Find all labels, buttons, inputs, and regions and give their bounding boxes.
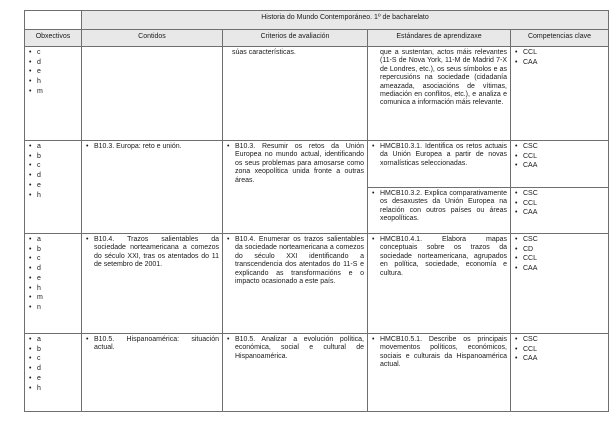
- criteria-list: [226, 143, 364, 185]
- table-row: [25, 334, 609, 412]
- competence-item: • CCL: [514, 346, 605, 354]
- objective-item: • h: [28, 285, 78, 293]
- standard-cell: [368, 334, 511, 412]
- objectives-cell: [25, 141, 82, 234]
- standards-list: [371, 236, 507, 278]
- objective-item: • c: [28, 255, 78, 263]
- objective-item: • h: [28, 78, 78, 86]
- standard-item: • HMCB10.5.1. Describe os principais movementos políticos, económicos, sociais e culturais da Hispanoamérica actual.: [371, 336, 507, 370]
- competence-item: • CSC: [514, 236, 605, 244]
- objective-item: • a: [28, 336, 78, 344]
- competence-item: • CCL: [514, 200, 605, 208]
- standard-item: • HMCB10.3.1. Identifica os retos actuais da Unión Europea a partir de novas xornalísticas seleccionadas.: [371, 143, 507, 168]
- competences-cell: [511, 141, 609, 188]
- competence-item: • CAA: [514, 162, 605, 170]
- competences-cell: [511, 188, 609, 234]
- objective-item: • c: [28, 162, 78, 170]
- standards-list: [371, 143, 507, 168]
- header-standards: Estándares de aprendizaxe: [368, 30, 511, 47]
- content-cell: [82, 334, 223, 412]
- competence-item: • CCL: [514, 49, 605, 57]
- standards-list: [371, 336, 507, 370]
- content-cell: [82, 47, 223, 141]
- title-corner-cell: [25, 11, 82, 30]
- standard-cell: [368, 234, 511, 334]
- competence-item: • CSC: [514, 336, 605, 344]
- objective-item: • d: [28, 265, 78, 273]
- objectives-cell: [25, 334, 82, 412]
- content-list: [85, 143, 219, 151]
- objective-item: • h: [28, 385, 78, 393]
- competence-item: • CCL: [514, 255, 605, 263]
- criteria-cell: [223, 47, 368, 141]
- objective-item: • h: [28, 192, 78, 200]
- standard-cell: [368, 141, 511, 188]
- content-item: • B10.3. Europa: reto e unión.: [85, 143, 219, 151]
- objective-item: • e: [28, 375, 78, 383]
- objectives-cell: [25, 47, 82, 141]
- table-row: [25, 47, 609, 141]
- criteria-item: • B10.4. Enumerar os trazos salientables da sociedade norteamericana a comezos do século XXI identificando a transcendencia dos atentados do 11-S e explicando as transformacións e o impacto ocasionado a este país.: [226, 236, 364, 286]
- competences-cell: [511, 334, 609, 412]
- content-cell: [82, 234, 223, 334]
- standard-item: • HMCB10.3.2. Explica comparativamente os desaxustes da Unión Europea na relación con outros países ou áreas xeopolíticas.: [371, 190, 507, 224]
- criteria-list: [226, 236, 364, 286]
- header-criteria: Criterios de avaliación: [223, 30, 368, 47]
- competence-item: • CAA: [514, 59, 605, 67]
- objective-item: • d: [28, 59, 78, 67]
- criteria-text: súas características.: [232, 49, 296, 56]
- criteria-item: • B10.5. Analizar a evolución política, económica, social e cultural de Hispanoamérica.: [226, 336, 364, 361]
- table-title: Historia do Mundo Contemporáneo. 1º de bacharelato: [82, 11, 609, 30]
- curriculum-table-wrapper: [24, 10, 608, 412]
- standards-list: [371, 190, 507, 224]
- competences-cell: [511, 234, 609, 334]
- header-competences: Competencias clave: [511, 30, 609, 47]
- competences-list: [514, 336, 605, 364]
- objective-item: • b: [28, 153, 78, 161]
- competences-list: [514, 190, 605, 218]
- objective-item: • m: [28, 88, 78, 96]
- standard-cell: [368, 188, 511, 234]
- criteria-cell: [223, 334, 368, 412]
- objectives-list: [28, 236, 78, 312]
- content-list: [85, 236, 219, 270]
- criteria-item: • B10.3. Resumir os retos da Unión Europea no mundo actual, identificando os seus problemas para amosarse como zona xeopolítica unida fronte a outras áreas.: [226, 143, 364, 185]
- criteria-cell: [223, 234, 368, 334]
- standard-cell: [368, 47, 511, 141]
- objective-item: • a: [28, 236, 78, 244]
- table-row: [25, 141, 609, 188]
- competence-item: • CAA: [514, 355, 605, 363]
- objectives-list: [28, 143, 78, 200]
- objective-item: • m: [28, 294, 78, 302]
- objective-item: • c: [28, 355, 78, 363]
- competence-item: • CSC: [514, 143, 605, 151]
- content-cell: [82, 141, 223, 234]
- competence-item: • CD: [514, 246, 605, 254]
- competence-item: • CAA: [514, 265, 605, 273]
- criteria-cell: [223, 141, 368, 234]
- standard-item: • HMCB10.4.1. Elabora mapas conceptuais sobre os trazos da sociedade norteamericana, agrupados en política, sociedade, economía e cultura.: [371, 236, 507, 278]
- competences-list: [514, 49, 605, 67]
- competence-item: • CSC: [514, 190, 605, 198]
- standard-text: que a sustentan, actos máis relevantes (11-S de Nova York, 11-M de Madrid 7-X de Londres, etc.), os seus símbolos e as repercusións na sociedade (cidadanía ameazada, asociacións de vítimas, mediación en conflitos, etc.), e analiza e comunica a información máis relevante.: [380, 49, 507, 107]
- objectives-cell: [25, 234, 82, 334]
- objective-item: • n: [28, 304, 78, 312]
- competences-cell: [511, 47, 609, 141]
- objective-item: • e: [28, 275, 78, 283]
- content-list: [85, 336, 219, 353]
- objectives-list: [28, 49, 78, 96]
- content-item: • B10.5. Hispanoamérica: situación actual.: [85, 336, 219, 353]
- objective-item: • e: [28, 182, 78, 190]
- objective-item: • c: [28, 49, 78, 57]
- header-contents: Contidos: [82, 30, 223, 47]
- objective-item: • e: [28, 68, 78, 76]
- objective-item: • a: [28, 143, 78, 151]
- competences-list: [514, 143, 605, 171]
- objectives-list: [28, 336, 78, 393]
- objective-item: • b: [28, 346, 78, 354]
- curriculum-table: [24, 10, 609, 412]
- competence-item: • CAA: [514, 209, 605, 217]
- objective-item: • d: [28, 172, 78, 180]
- table-row: [25, 234, 609, 334]
- competence-item: • CCL: [514, 153, 605, 161]
- objective-item: • b: [28, 246, 78, 254]
- objective-item: • d: [28, 365, 78, 373]
- criteria-list: [226, 336, 364, 361]
- competences-list: [514, 236, 605, 274]
- header-objectives: Obxectivos: [25, 30, 82, 47]
- content-item: • B10.4. Trazos salientables da sociedade norteamericana a comezos do século XXI, tras os atentados do 11 de setembro de 2001.: [85, 236, 219, 270]
